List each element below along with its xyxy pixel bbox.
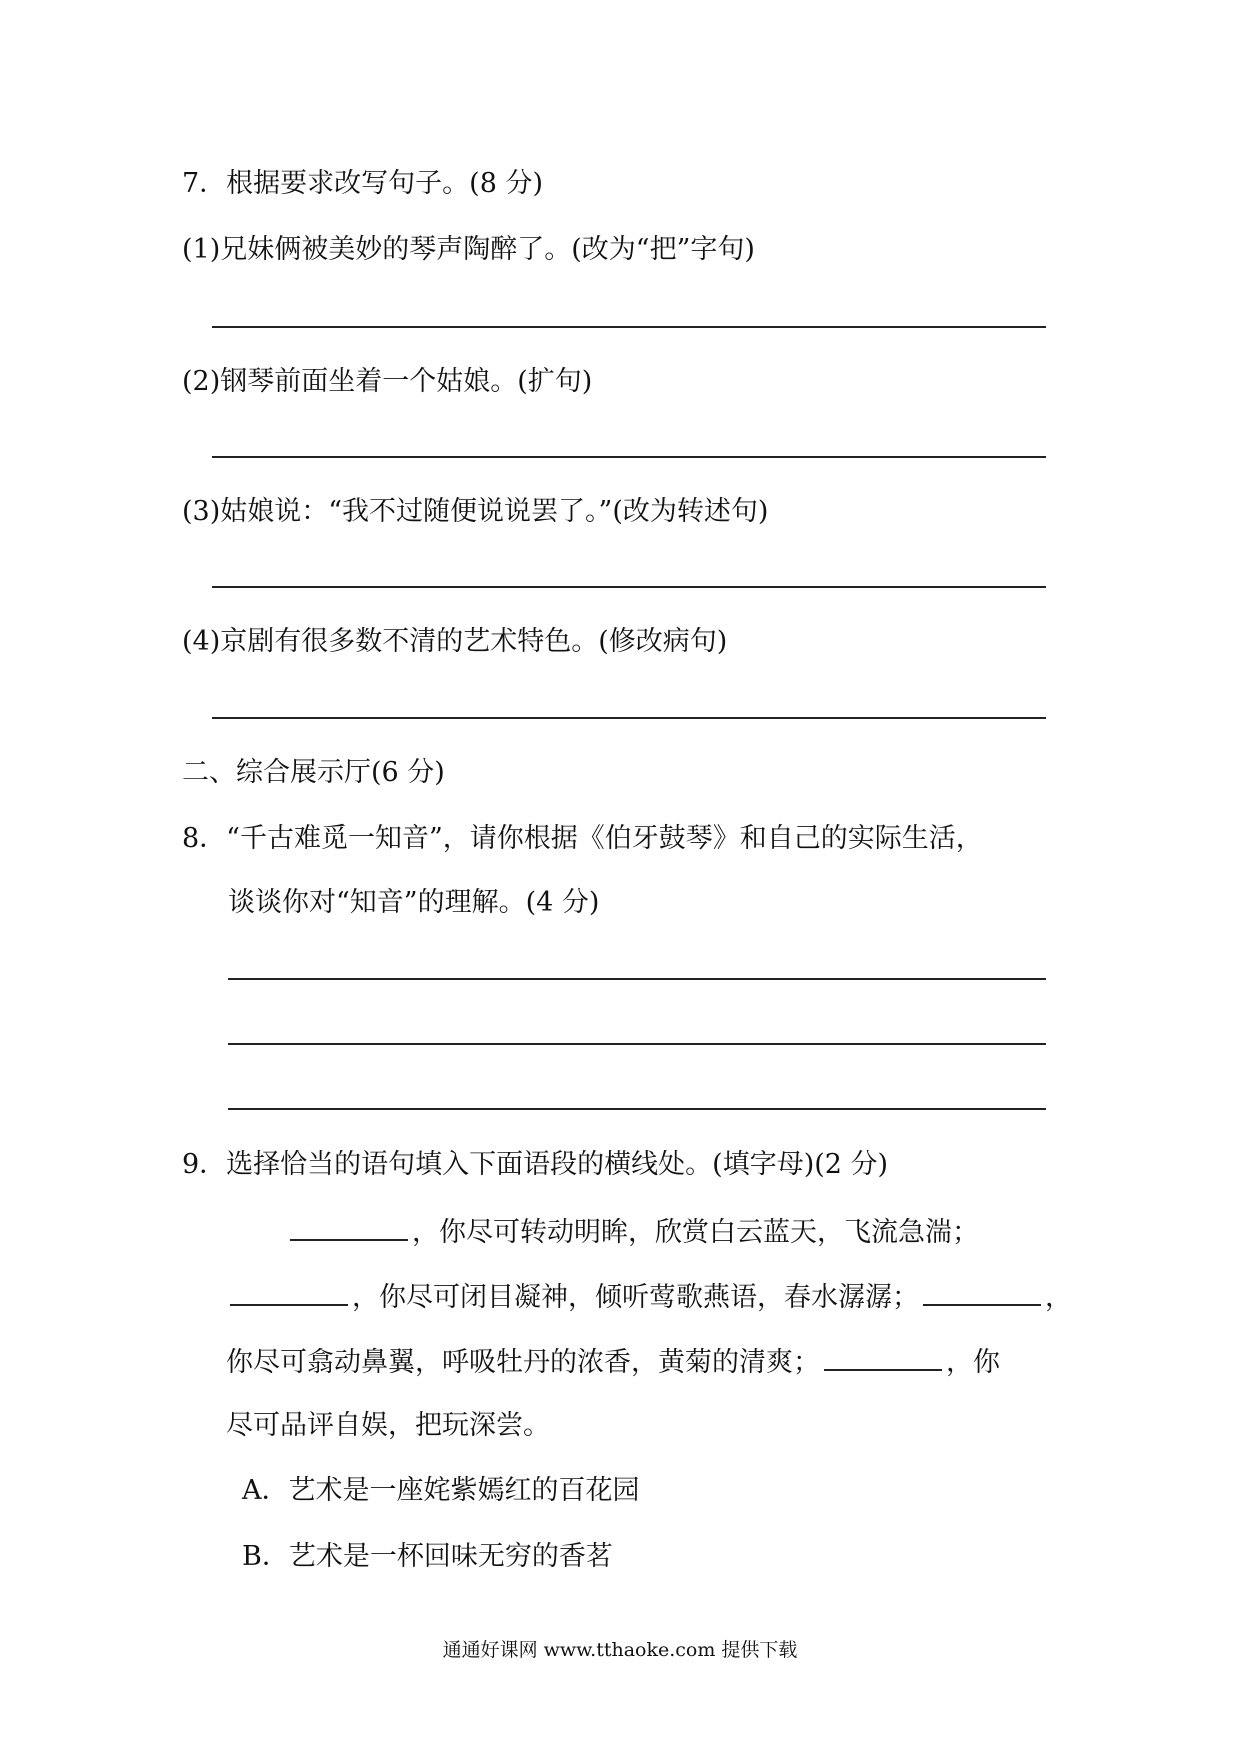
answer-line[interactable] — [228, 1043, 1046, 1045]
footer-text: 通通好课网 www.tthaoke.com 提供下载 — [442, 1639, 798, 1661]
section-2-title: 二、综合展示厅(6 分) — [182, 757, 445, 788]
paragraph-text: ，你 — [946, 1347, 1000, 1378]
question-7-item-2: (2)钢琴前面坐着一个姑娘。(扩句) — [182, 366, 593, 397]
answer-line[interactable] — [228, 1108, 1046, 1110]
fill-blank-4[interactable] — [824, 1343, 942, 1371]
paragraph-text: ，你尽可闭目凝神，倾听莺歌燕语，春水潺潺； — [352, 1282, 919, 1313]
answer-line[interactable] — [212, 326, 1046, 328]
option-a: A．艺术是一座姹紫嫣红的百花园 — [242, 1475, 640, 1506]
question-7-item-1: (1)兄妹俩被美妙的琴声陶醉了。(改为“把”字句) — [182, 234, 755, 265]
fill-blank-2[interactable] — [230, 1278, 348, 1306]
fill-blank-1[interactable] — [290, 1213, 408, 1241]
paragraph-line-1 — [286, 1213, 979, 1250]
question-7-item-4: (4)京剧有很多数不清的艺术特色。(修改病句) — [182, 626, 728, 657]
fill-blank-3[interactable] — [923, 1278, 1041, 1306]
question-9-title: 9．选择恰当的语句填入下面语段的横线处。(填字母)(2 分) — [182, 1149, 889, 1180]
question-8-line-2: 谈谈你对“知音”的理解。(4 分) — [228, 887, 600, 918]
answer-line[interactable] — [212, 456, 1046, 458]
answer-line[interactable] — [212, 586, 1046, 588]
answer-line[interactable] — [212, 717, 1046, 719]
paragraph-text: 你尽可翕动鼻翼，呼吸牡丹的浓香，黄菊的清爽； — [226, 1347, 820, 1378]
paragraph-line-3 — [226, 1343, 1000, 1380]
question-7-title: 7．根据要求改写句子。(8 分) — [182, 168, 544, 199]
paragraph-line-2 — [226, 1278, 1072, 1315]
question-7-item-3: (3)姑娘说：“我不过随便说说罢了。”(改为转述句) — [182, 496, 769, 527]
paragraph-text: ，你尽可转动明眸，欣赏白云蓝天，飞流急湍； — [412, 1217, 979, 1248]
paragraph-line-4: 尽可品评自娱，把玩深尝。 — [226, 1410, 550, 1441]
option-b: B．艺术是一杯回味无穷的香茗 — [242, 1541, 613, 1572]
answer-line[interactable] — [228, 978, 1046, 980]
paragraph-text: ， — [1045, 1282, 1072, 1313]
question-8-line-1: 8．“千古难觅一知音”，请你根据《伯牙鼓琴》和自己的实际生活， — [182, 823, 983, 854]
